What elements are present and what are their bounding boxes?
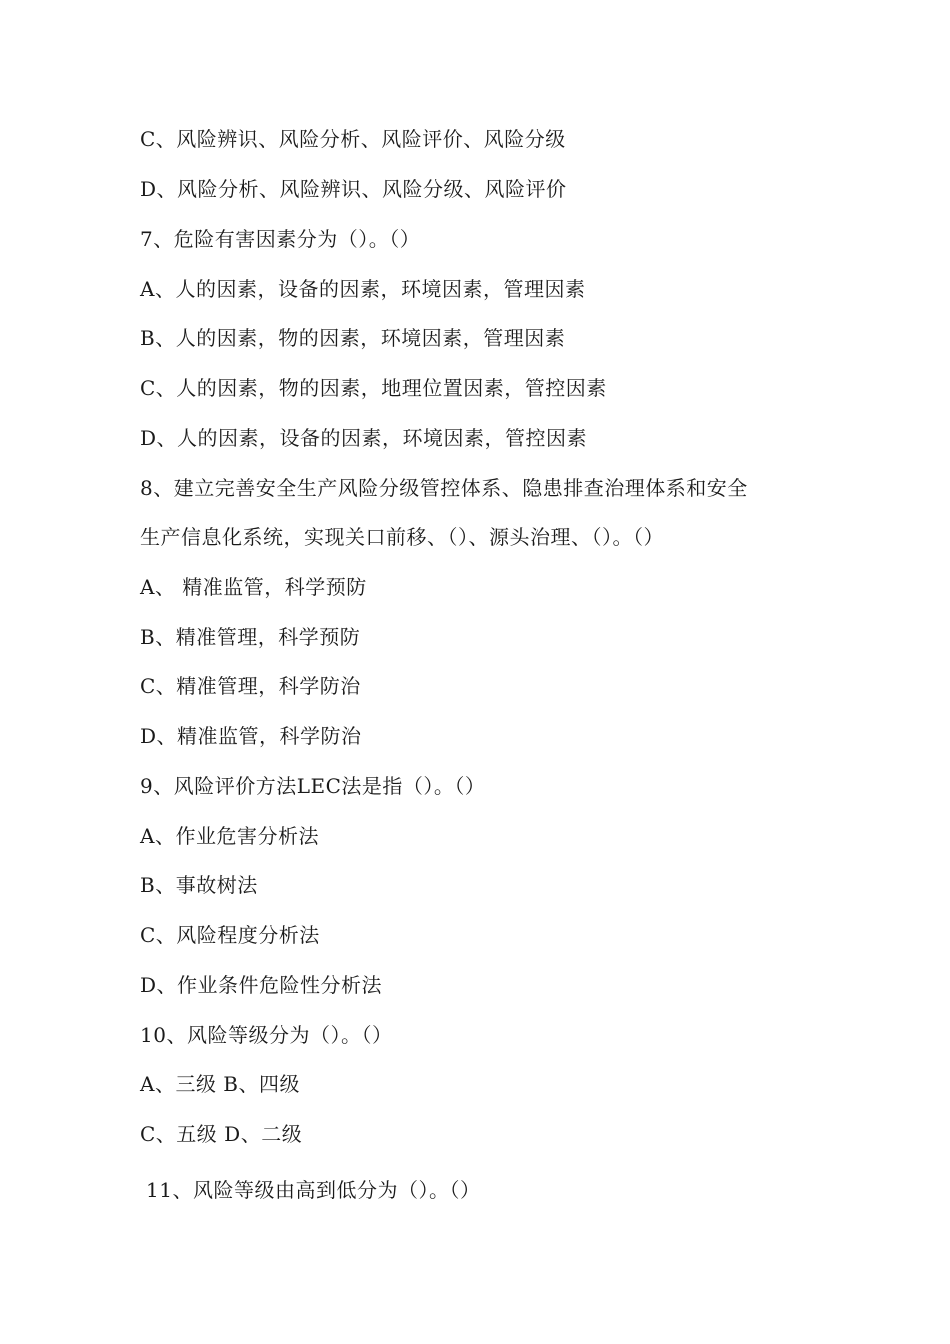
question-8-line2: 生产信息化系统，实现关口前移、（）、源头治理、（）。（） [140,525,664,549]
question-9: 9、风险评价方法LEC法是指（）。（） [140,774,486,798]
question-8-line1: 8、建立完善安全生产风险分级管控体系、隐患排查治理体系和安全 [140,476,748,500]
option-6d: D、风险分析、风险辨识、风险分级、风险评价 [140,177,567,201]
option-9a: A、作业危害分析法 [140,824,319,848]
option-10ab: A、三级 B、四级 [140,1072,300,1096]
option-6c: C、风险辨识、风险分析、风险评价、风险分级 [140,127,566,151]
question-10: 10、风险等级分为（）。（） [140,1023,393,1047]
option-7a: A、人的因素，设备的因素，环境因素，管理因素 [140,277,586,301]
option-9b: B、事故树法 [140,873,258,897]
option-8d: D、精准监管，科学防治 [140,724,362,748]
option-7c: C、人的因素，物的因素，地理位置因素，管控因素 [140,376,607,400]
option-8b: B、精准管理，科学预防 [140,625,361,649]
question-7: 7、危险有害因素分为（）。（） [140,227,421,251]
option-7d: D、人的因素，设备的因素，环境因素，管控因素 [140,426,588,450]
option-7b: B、人的因素，物的因素，环境因素，管理因素 [140,326,566,350]
option-9d: D、作业条件危险性分析法 [140,973,383,997]
question-11: 11、风险等级由高到低分为（）。（） [146,1178,481,1202]
option-10cd: C、五级 D、二级 [140,1122,303,1146]
option-8c: C、精准管理，科学防治 [140,674,361,698]
option-9c: C、风险程度分析法 [140,923,320,947]
option-8a: A、 精准监管，科学预防 [140,575,367,599]
